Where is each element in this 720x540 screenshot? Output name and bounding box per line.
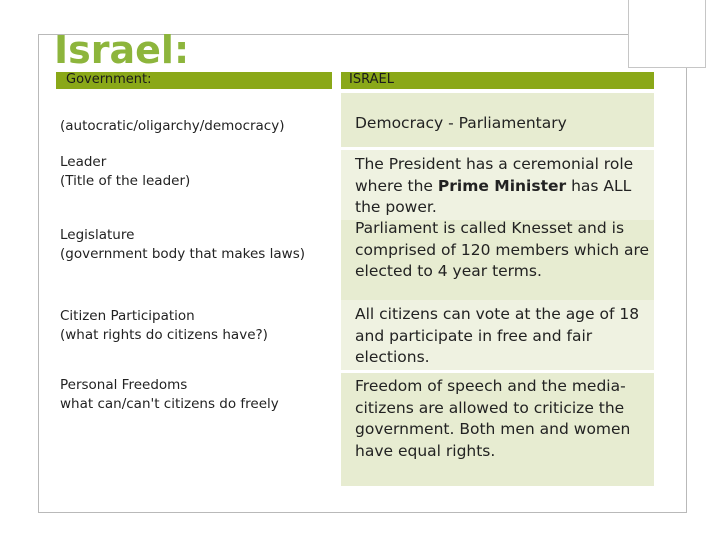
answer-government: Democracy - Parliamentary (355, 114, 567, 132)
answer-leader: The President has a ceremonial role where the Prime Minister has ALL the power. (355, 155, 634, 216)
header-israel: ISRAEL (341, 72, 654, 89)
slide-title: Israel: (54, 28, 190, 72)
answer-legislature: Parliament is called Knesset and is comprised of 120 members which are elected to 4 year terms. (355, 219, 650, 280)
answer-freedoms: Freedom of speech and the media-citizens are allowed to criticize the government. Both men and women have equal rights. (355, 377, 631, 460)
row-label-citizen: Citizen Participation (what rights do citizens have?) (56, 303, 332, 351)
prime-minister-bold: Prime Minister (437, 176, 567, 195)
answer-citizen: All citizens can vote at the age of 18 and participate in free and fair elections. (355, 305, 640, 366)
row-label-freedoms: Personal Freedoms what can/can't citizens do freely (56, 372, 332, 420)
row-label-legislature: Legislature (government body that makes laws) (56, 222, 332, 284)
row-label-government: (autocratic/oligarchy/democracy) (56, 113, 332, 137)
header-government: Government: (56, 72, 332, 89)
row-label-leader: Leader (Title of the leader) (56, 149, 332, 199)
corner-decoration (628, 0, 706, 68)
